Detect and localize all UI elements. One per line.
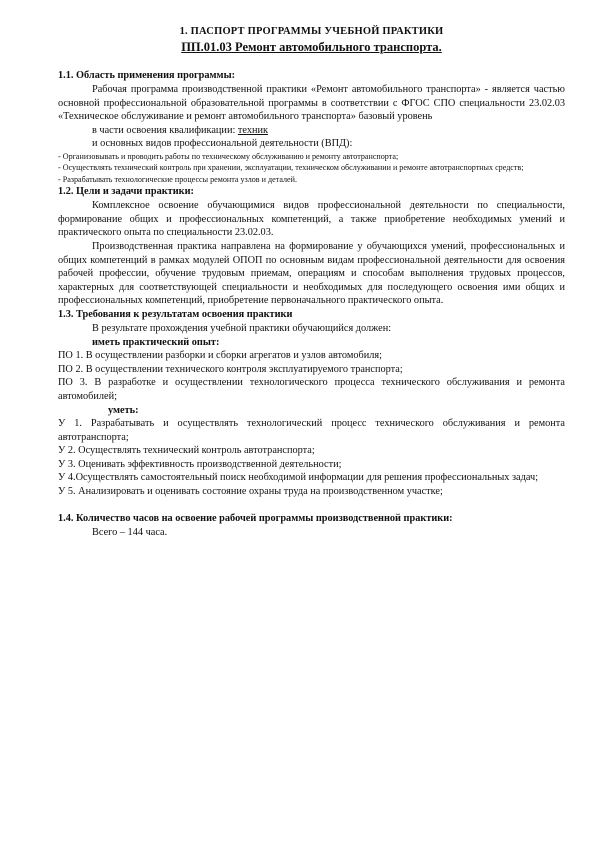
paragraph-scope: Рабочая программа производственной практики «Ремонт автомобильного транспорта» - является частью основной профессиональной образовательной программы в соответствии с ФГОС СПО специальности 23.02.03 «Техническое обслуживание и ремонт автомобильного транспорта» базовый уровень	[58, 84, 565, 123]
skill-item: У 2. Осуществлять технический контроль автотранспорта;	[58, 445, 315, 457]
po-item: ПО 2. В осуществлении технического контроля эксплуатируемого транспорта;	[58, 363, 403, 375]
qualification-prefix: в части освоения квалификации:	[92, 124, 238, 136]
qualification-value: техник	[237, 124, 268, 136]
program-title: ПП.01.03 Ремонт автомобильного транспорта.	[181, 40, 442, 54]
po-item: ПО 1. В осуществлении разборки и сборки агрегатов и узлов автомобиля;	[58, 350, 383, 362]
qualification-line	[58, 124, 565, 138]
heading-1-3: 1.3. Требования к результатам освоения практики	[58, 308, 293, 320]
vpd-item: - Организовывать и проводить работы по техническому обслуживанию и ремонту автотранспорта;	[58, 151, 399, 161]
requirements-intro: В результате прохождения учебной практики обучающийся должен:	[92, 322, 392, 334]
heading-1-4: 1.4. Количество часов на освоение рабочей программы производственной практики:	[58, 512, 453, 524]
skill-item: У 4.Осуществлять самостоятельный поиск необходимой информации для решения профессиональных задач;	[58, 472, 539, 484]
section-title: 1. ПАСПОРТ ПРОГРАММЫ УЧЕБНОЙ ПРАКТИКИ	[179, 26, 444, 37]
paragraph-practice: Производственная практика направлена на формирование у обучающихся умений, профессиональных и общих компетенций в рамках модулей ОПОП по основным видам профессиональной деятельности для освоения рабочей профессии, обучение трудовым приемам, операциям и способам выполнения трудовых процессов, характерных для соответствующей специальности и необходимых для последующего освоения ими общих и профессиональных компетенций, приобретение первоначального практического опыта.	[58, 240, 565, 307]
vpd-item: - Осуществлять технический контроль при хранении, эксплуатации, техническом обслуживании и ремонте автотранспортных средств;	[58, 163, 524, 173]
heading-1-2: 1.2. Цели и задачи практики:	[58, 186, 194, 198]
skill-item: У 5. Анализировать и оценивать состояние охраны труда на производственном участке;	[58, 486, 443, 498]
vpd-item: - Разрабатывать технологические процессы ремонта узлов и деталей.	[58, 174, 298, 184]
spacer	[58, 499, 565, 512]
paragraph-goals: Комплексное освоение обучающимися видов профессиональной деятельности по специальности, формирование общих и профессиональных компетенций, а также приобретение необходимых умений и практического опыта по специальности 23.02.03.	[58, 200, 565, 239]
heading-1-1: 1.1. Область применения программы:	[58, 70, 236, 81]
total-hours: Всего – 144 часа.	[92, 526, 168, 538]
skills-label: уметь:	[108, 404, 139, 416]
skill-item: У 1. Разрабатывать и осуществлять технологический процесс технического обслуживания и ремонта автотранспорта;	[58, 418, 565, 443]
experience-label: иметь практический опыт:	[92, 336, 220, 348]
skill-item: У 3. Оценивать эффективность производственной деятельности;	[58, 458, 342, 470]
vpd-line: и основных видов профессиональной деятельности (ВПД):	[92, 138, 353, 150]
po-item: ПО 3. В разработке и осуществлении технологического процесса технического обслуживания и ремонта автомобилей;	[58, 377, 565, 402]
